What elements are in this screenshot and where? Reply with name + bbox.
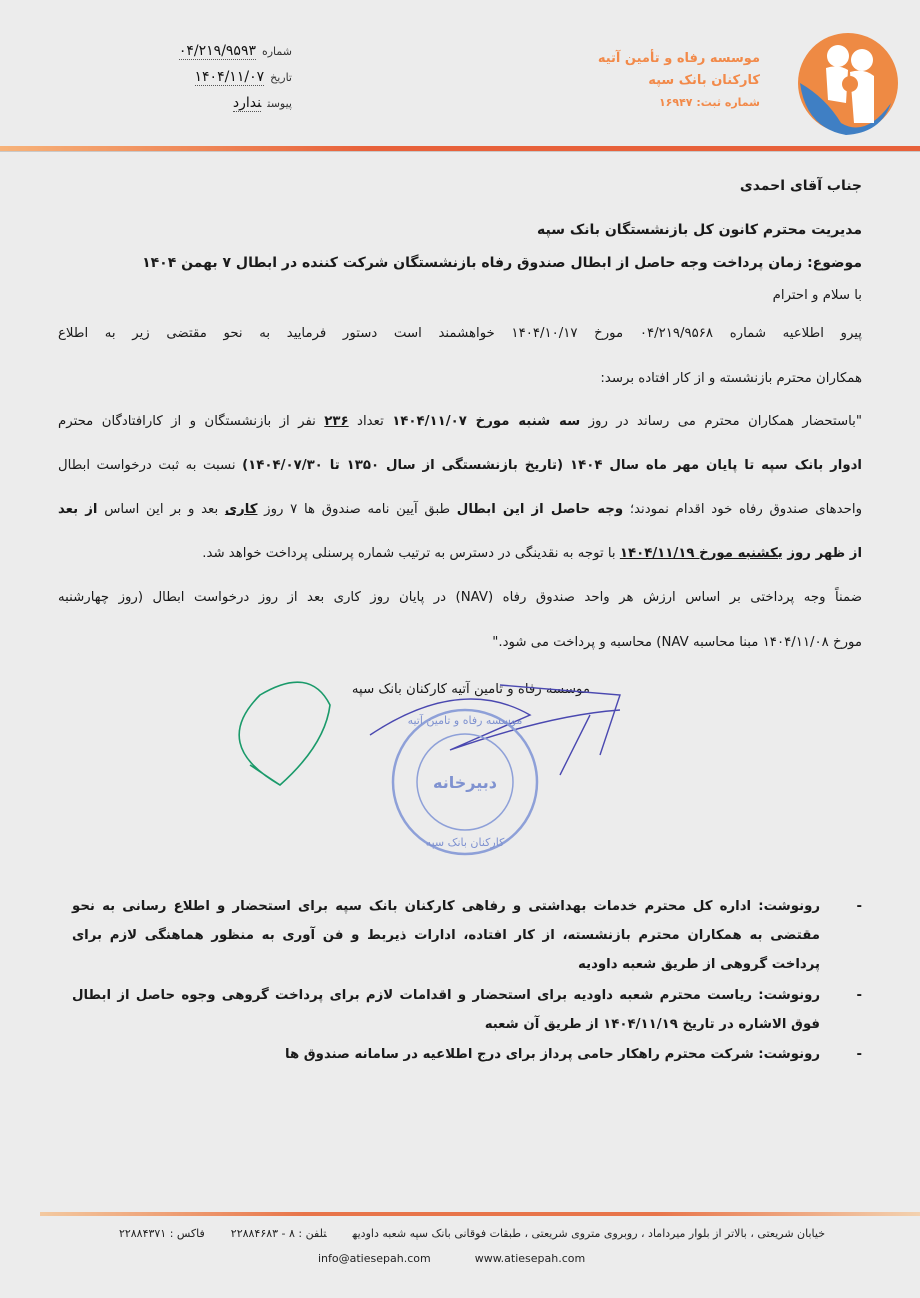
secretariat-stamp xyxy=(385,682,545,872)
paragraph-line xyxy=(58,502,862,517)
paragraph-line xyxy=(58,414,862,429)
letter-meta xyxy=(92,38,292,116)
emphasis: سه شنبه مورخ ۱۴۰۴/۱۱/۰۷ xyxy=(392,414,581,429)
text: واحدهای صندوق رفاه خود اقدام نمودند؛ xyxy=(623,502,862,517)
address: خیابان شریعتی ، بالاتر از بلوار میرداماد ، روبروی متروی شریعتی ، طبقات فوقانی بانک سپه شعبه داودیه xyxy=(352,1227,825,1240)
recipient: جناب آقای احمدی xyxy=(739,178,862,194)
email-link[interactable]: info@atiesepah.com xyxy=(318,1252,431,1265)
participant-count: ۲۳۶ xyxy=(324,414,349,429)
date-value: ۱۴۰۴/۱۱/۰۷ xyxy=(194,69,265,85)
attachment-value: ندارد xyxy=(232,95,262,111)
date-label: تاریخ xyxy=(270,71,292,84)
text: تعداد xyxy=(348,414,393,429)
payment-date: یکشنبه مورخ ۱۴۰۴/۱۱/۱۹ xyxy=(619,546,783,561)
attachment-label: پیوست xyxy=(267,97,292,110)
text: "باستحضار همکاران محترم می رساند در روز xyxy=(580,414,863,429)
organization-name xyxy=(598,48,760,114)
cc-text: رونوشت: ریاست محترم شعبه داودیه برای استحضار و اقدامات لازم برای پرداخت گروهی وجوه حاصل از ابطال فوق الاشاره در تاریخ ۱۴۰۴/۱۱/۱۹ از طریق آن شعبه xyxy=(72,988,820,1032)
header-divider-shadow xyxy=(0,151,920,152)
emphasis: از ظهر روز xyxy=(782,546,862,561)
greeting: با سلام و احترام xyxy=(772,288,862,303)
bullet-dash: - xyxy=(856,988,862,1003)
number-value: ۰۴/۲۱۹/۹۵۹۳ xyxy=(178,43,256,59)
recipient-title: مدیریت محترم کانون کل بازنشستگان بانک سپه xyxy=(537,222,862,238)
paragraph-line: ضمناً وجه پرداختی بر اساس ارزش هر واحد صندوق رفاه (NAV) در پایان روز کاری بعد از روز درخواست ابطال (روز چهارشنبه xyxy=(58,590,862,605)
subject: موضوع: زمان پرداخت وجه حاصل از ابطال صندوق رفاه بازنشستگان شرکت کننده در ابطال ۷ بهمن ۱۴۰۴ xyxy=(142,255,862,271)
footer-contacts xyxy=(318,1252,629,1265)
cc-item xyxy=(72,892,862,979)
fax: فاکس : ۲۲۸۸۴۳۷۱ xyxy=(118,1227,205,1240)
org-name-line1: موسسه رفاه و تأمین آتیه xyxy=(597,51,760,66)
cc-text: رونوشت: اداره کل محترم خدمات بهداشتی و رفاهی کارکنان بانک سپه برای استحضار و اطلاع رسانی به نحو مقتضی به همکاران محترم بازنشسته، از کار افتاده، ادارات ذیربط و فن آوری به منظور هماهنگی لازم برای پرداخت گروهی از طریق شعبه داودیه xyxy=(72,899,820,972)
emphasis: از بعد xyxy=(58,502,98,517)
number-label: شماره xyxy=(261,45,292,58)
stamp-center-text: دبیرخانه xyxy=(433,773,497,792)
paragraph-line: مورخ ۱۴۰۴/۱۱/۰۸ مبنا محاسبه NAV) محاسبه و پرداخت می شود." xyxy=(492,635,862,650)
website-link[interactable]: www.atiesepah.com xyxy=(474,1252,586,1265)
bullet-dash: - xyxy=(856,899,862,914)
text: طبق آیین نامه صندوق ها ۷ روز xyxy=(257,502,457,517)
letter-attachment xyxy=(92,90,292,116)
bullet-dash: - xyxy=(856,1047,862,1062)
footer-divider xyxy=(40,1212,920,1216)
emphasis: وجه حاصل از این ابطال xyxy=(456,502,624,517)
cc-item xyxy=(72,981,862,1039)
emphasis: کاری xyxy=(224,502,258,517)
signatory: موسسه رفاه و تامین آتیه کارکنان بانک سپه xyxy=(351,682,590,697)
paragraph-line: پیرو اطلاعیه شماره ۰۴/۲۱۹/۹۵۶۸ مورخ ۱۴۰۴/۱۰/۱۷ خواهشمند است دستور فرمایید به نحو مقتضی زیر به اطلاع xyxy=(58,326,862,341)
cc-text: رونوشت: شرکت محترم راهکار حامی پرداز برای درج اطلاعیه در سامانه صندوق ها xyxy=(284,1047,820,1062)
text: با توجه به نقدینگی در دسترس به ترتیب شماره پرسنلی پرداخت خواهد شد. xyxy=(202,546,620,561)
registration-number: شماره ثبت: ۱۶۹۴۷ xyxy=(658,96,760,109)
text: نسبت به ثبت درخواست ابطال xyxy=(58,458,243,473)
stamp-top-text: موسسه رفاه و تامین آتیه xyxy=(407,714,523,727)
text: نفر از بازنشستگان و از کارافتادگان محترم xyxy=(58,414,325,429)
letter-date xyxy=(92,64,292,90)
cc-item xyxy=(72,1040,862,1069)
org-name-line2: کارکنان بانک سپه xyxy=(648,73,760,88)
letter-number xyxy=(92,38,292,64)
paragraph-line xyxy=(202,546,862,561)
phone: تلفن : ۸ - ۲۲۸۸۴۶۸۳ xyxy=(230,1227,327,1240)
organization-logo xyxy=(786,28,906,138)
text: بعد و بر این اساس xyxy=(97,502,225,517)
paragraph-line xyxy=(58,458,862,473)
stamp-bottom-text: کارکنان بانک سپه xyxy=(425,836,505,849)
footer-address-line xyxy=(93,1227,825,1240)
paragraph-line: همکاران محترم بازنشسته و از کار افتاده برسد: xyxy=(600,371,862,386)
emphasis: ادوار بانک سپه تا پایان مهر ماه سال ۱۴۰۴ (تاریخ بازنشستگی از سال ۱۳۵۰ تا ۱۴۰۴/۰۷/۳۰) xyxy=(242,458,862,473)
